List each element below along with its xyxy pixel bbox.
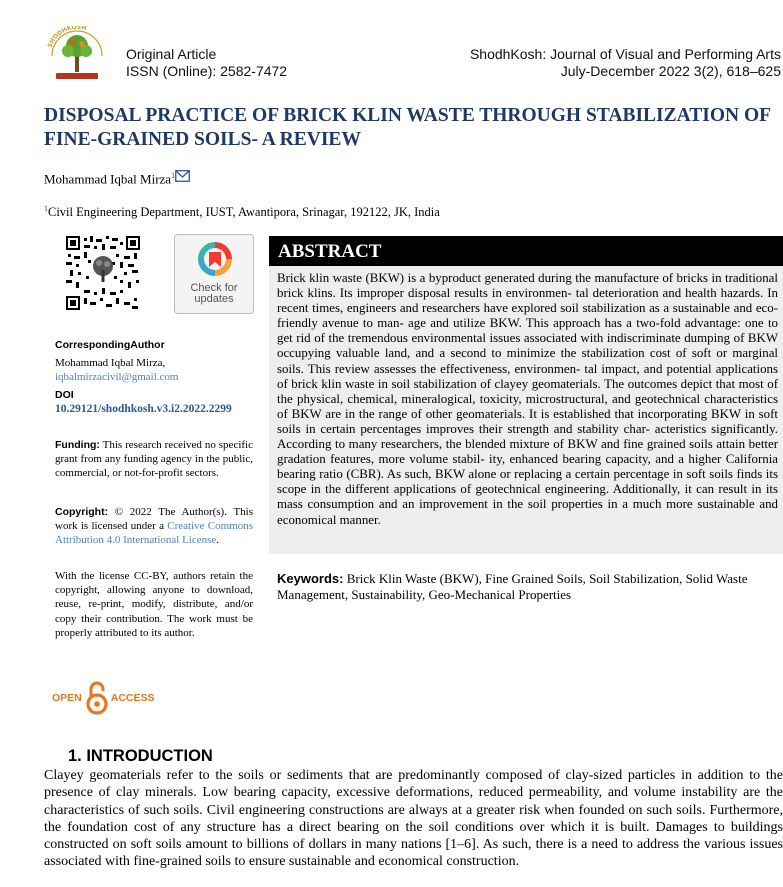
affiliation-text: Civil Engineering Department, IUST, Awantipora, Srinagar, 192122, JK, India bbox=[48, 205, 440, 220]
header-right bbox=[470, 46, 781, 80]
doi-label: DOI bbox=[55, 388, 74, 401]
doi-link[interactable]: 10.29121/shodhkosh.v3.i2.2022.2299 bbox=[55, 402, 232, 415]
license-link[interactable]: Creative Commons Attribution 4.0 International License bbox=[55, 520, 253, 547]
corresponding-author-block bbox=[55, 338, 253, 416]
corresponding-email[interactable]: iqbalmirzacivil@gmail.com bbox=[55, 371, 179, 384]
introduction-heading: 1. INTRODUCTION bbox=[68, 747, 213, 765]
abstract-heading: ABSTRACT bbox=[278, 241, 382, 262]
keywords-text: Brick Klin Waste (BKW), Fine Grained Soils, Soil Stabilization, Solid Waste Management, Sustainability, Geo-Mechanical Properties bbox=[277, 571, 748, 602]
journal-logo-text: SHODHKOSH bbox=[46, 26, 88, 49]
funding-text: This research received no specific grant from any funding agency in the public, commercial, or not-for-profit sectors. bbox=[55, 439, 253, 480]
qr-code bbox=[66, 236, 140, 310]
abstract-text: Brick klin waste (BKW) is a byproduct generated during the manufacture of bricks in traditional brick klins. Its improper disposal results in environmen- tal deterioration and health hazards. In recent times, engineers and researchers have explored soil stabilization as a sustainable and eco-friendly avenue to man- age and utilize BKW. This approach has a two-fold advantage: one to get rid of the tremendous environmental issues associated with indiscriminate dumping of BKW occupying valuable land, and a second to minimize the stabilization cost of soft or marginal soils. This review assesses the effectiveness, environmen- tal impact, and potential applications of brick klin waste in soil stabilization of clayey geomaterials. The outcomes depict that most of the physical, chemical, mineralogical, toxicity, microstructural, and geotechnical characteristics of BKW are in the range of other geomaterials. It is established that incorporating BKW in soft soils in certain percentages improves their strength and stability char- acteristics significantly. According to many researchers, the blended mixture of BKW and fine grained soils attain better gradation features, more volume stabil- ity, enhanced bearing capacity, and a higher California bearing ratio (CBR). As such, BKW alone or replacing a certain percentage in soft soils finds its scope in the different applications of geotechnical engineering. Additionally, it can result in its mass consumption and an improvement in the soil properties in a much more sustainable and economical manner. bbox=[277, 271, 778, 527]
author-line bbox=[44, 171, 190, 187]
introduction-text: Clayey geomaterials refer to the soils or sediments that are predominantly composed of clay-sized particles in addition to the presence of clay minerals. Low bearing capacity, excessive deformations, reduced permeability, and volume instability are the characteristics of such soils. Civil engineering constructions are always at a greater risk when founded on such soils. Furthermore, the foundation cost of any structure has a direct bearing on the soil conditions over which it is built. Damages to buildings constructed on soft soils amount to billions of dollars in many nations [1–6]. As such, there is a need to address the various issues associated with fine-grained soils to ensure sustainable and economical construction. bbox=[44, 768, 783, 870]
corresponding-label: CorrespondingAuthor bbox=[55, 339, 165, 351]
copyright-block bbox=[55, 505, 253, 548]
open-access-right: ACCESS bbox=[110, 692, 155, 704]
keywords-block bbox=[277, 571, 778, 603]
journal-issue: July-December 2022 3(2), 618–625 bbox=[560, 63, 781, 79]
open-access-badge bbox=[52, 679, 155, 717]
article-title: DISPOSAL PRACTICE OF BRICK KLIN WASTE THROUGH STABILIZATION OF FINE-GRAINED SOILS- A REVIEW bbox=[44, 105, 771, 150]
affiliation-sup: 1 bbox=[44, 204, 48, 213]
article-type: Original Article bbox=[126, 46, 217, 62]
crossmark-icon bbox=[196, 240, 234, 280]
header-left bbox=[126, 46, 287, 80]
crossmark-text bbox=[175, 283, 253, 305]
email-icon[interactable] bbox=[175, 170, 190, 186]
author-sup: 1 bbox=[171, 171, 176, 180]
issn: ISSN (Online): 2582-7472 bbox=[126, 63, 288, 79]
journal-logo bbox=[46, 26, 108, 82]
copyright-label: Copyright: bbox=[55, 506, 109, 518]
affiliation bbox=[44, 204, 440, 220]
journal-name: ShodhKosh: Journal of Visual and Performing Arts bbox=[469, 46, 781, 62]
crossmark-line1: Check for bbox=[190, 282, 238, 294]
funding-block bbox=[55, 438, 253, 481]
check-for-updates-badge[interactable] bbox=[174, 234, 254, 314]
author-name: Mohammad Iqbal Mirza bbox=[44, 171, 172, 187]
funding-label: Funding: bbox=[55, 439, 100, 451]
license-note: With the license CC-BY, authors retain the copyright, allowing anyone to download, reuse, re-print, modify, distribute, and/or copy their contribution. The work must be properly attributed to its author. bbox=[55, 570, 253, 639]
license-tail: . bbox=[216, 534, 220, 547]
corresponding-name: Mohammad Iqbal Mirza, bbox=[55, 357, 166, 370]
abstract-heading-bar bbox=[269, 236, 783, 266]
crossmark-line2: updates bbox=[194, 293, 234, 305]
keywords-label: Keywords: bbox=[277, 571, 344, 586]
copyright-text: © 2022 The Author(s). This work is licensed under a bbox=[55, 506, 254, 533]
open-access-left: OPEN bbox=[52, 692, 82, 704]
open-access-lock-icon bbox=[86, 680, 108, 716]
